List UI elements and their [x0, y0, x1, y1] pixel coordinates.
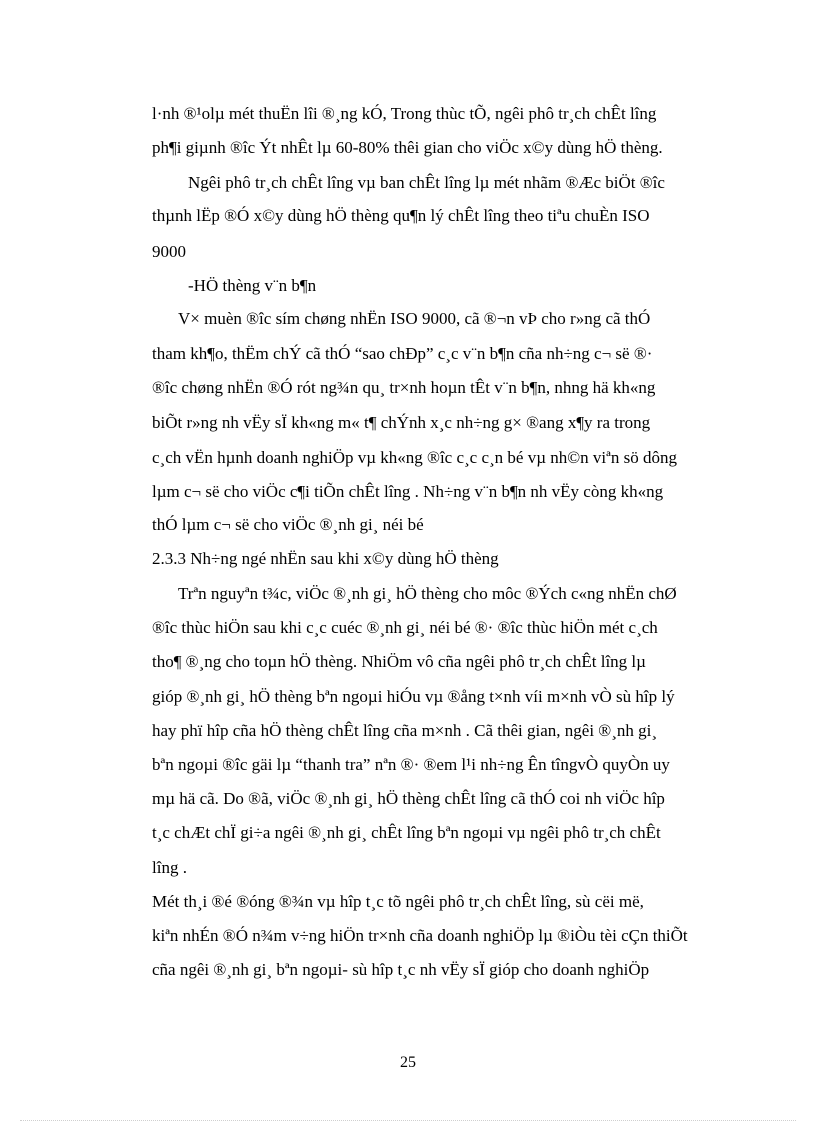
text-line: thµnh lËp ®Ó x©y dùng hÖ thèng qu¶n lý chÊt lîng theo tiªu chuÈn ISO	[152, 206, 650, 225]
text-line: Ngêi phô tr¸ch chÊt lîng vµ ban chÊt lîng lµ mét nhãm ®Æc biÖt ®îc	[188, 173, 665, 192]
text-line: ph¶i giµnh ®îc Ýt nhÊt lµ 60-80% thêi gian cho viÖc x©y dùng hÖ thèng.	[152, 138, 663, 157]
text-line: tham kh¶o, thËm chÝ cã thÓ “sao chÐp” c¸c v¨n b¶n cña nh÷ng c¬ së ®·	[152, 344, 653, 363]
text-line: lîng .	[152, 858, 187, 877]
page-bottom-border	[20, 1120, 796, 1121]
text-line: cña ngêi ®¸nh gi¸ bªn ngoµi- sù hîp t¸c nh vËy sÏ gióp cho doanh nghiÖp	[152, 960, 650, 979]
subsection-heading: 2.3.3 Nh÷ng ngé nhËn sau khi x©y dùng hÖ thèng	[152, 549, 499, 568]
text-line: biÕt r»ng nh vËy sÏ kh«ng m« t¶ chÝnh x¸c nh÷ng g× ®ang x¶y ra trong	[152, 413, 651, 432]
text-line: ®îc chøng nhËn ®Ó rót ng¾n qu¸ tr×nh hoµn tÊt v¨n b¶n, nhng hä kh«ng	[152, 378, 656, 397]
text-line: lµm c¬ së cho viÖc c¶i tiÕn chÊt lîng . Nh÷ng v¨n b¶n nh vËy còng kh«ng	[152, 482, 664, 501]
text-line: 9000	[152, 242, 186, 261]
text-line: V× muèn ®îc sím chøng nhËn ISO 9000, cã ®¬n vÞ cho r»ng cã thÓ	[178, 309, 651, 328]
text-line: l·nh ®¹olµ mét thuËn lîi ®¸ng kÓ, Trong thùc tÕ, ngêi phô tr¸ch chÊt lîng	[152, 104, 657, 123]
text-line: mµ hä cã. Do ®ã, viÖc ®¸nh gi¸ hÖ thèng chÊt lîng cã thÓ coi nh viÖc hîp	[152, 789, 665, 808]
text-line: c¸ch vËn hµnh doanh nghiÖp vµ kh«ng ®îc c¸c c¸n bé vµ nh©n viªn sö dông	[152, 448, 677, 467]
section-heading: -HÖ thèng v¨n b¶n	[188, 276, 317, 295]
text-line: thÓ lµm c¬ së cho viÖc ®¸nh gi¸ néi bé	[152, 515, 424, 534]
text-line: kiªn nhÉn ®Ó n¾m v÷ng hiÖn tr×nh cña doanh nghiÖp lµ ®iÒu tèi cÇn thiÕt	[152, 926, 688, 945]
text-line: ®îc thùc hiÖn sau khi c¸c cuéc ®¸nh gi¸ néi bé ®· ®îc thùc hiÖn mét c¸ch	[152, 618, 658, 637]
text-line: t¸c chÆt chÏ gi÷a ngêi ®¸nh gi¸ chÊt lîng bªn ngoµi vµ ngêi phô tr¸ch chÊt	[152, 823, 661, 842]
page-number: 25	[400, 1054, 416, 1071]
text-line: Trªn nguyªn t¾c, viÖc ®¸nh gi¸ hÖ thèng cho môc ®Ých c«ng nhËn chØ	[178, 584, 677, 603]
text-line: hay phï hîp cña hÖ thèng chÊt lîng cña m×nh . Cã thêi gian, ngêi ®¸nh gi¸	[152, 721, 658, 740]
text-line: gióp ®¸nh gi¸ hÖ thèng bªn ngoµi hiÓu vµ ®ång t×nh víi m×nh vÒ sù hîp lý	[152, 687, 675, 706]
text-line: Mét th¸i ®é ®óng ®¾n vµ hîp t¸c tõ ngêi phô tr¸ch chÊt lîng, sù cëi më,	[152, 892, 644, 911]
text-line: tho¶ ®¸ng cho toµn hÖ thèng. NhiÖm vô cña ngêi phô tr¸ch chÊt lîng lµ	[152, 652, 646, 671]
text-line: bªn ngoµi ®îc gäi lµ “thanh tra” nªn ®· ®em l¹i nh÷ng Ên tîngvÒ quyÒn uy	[152, 755, 670, 774]
